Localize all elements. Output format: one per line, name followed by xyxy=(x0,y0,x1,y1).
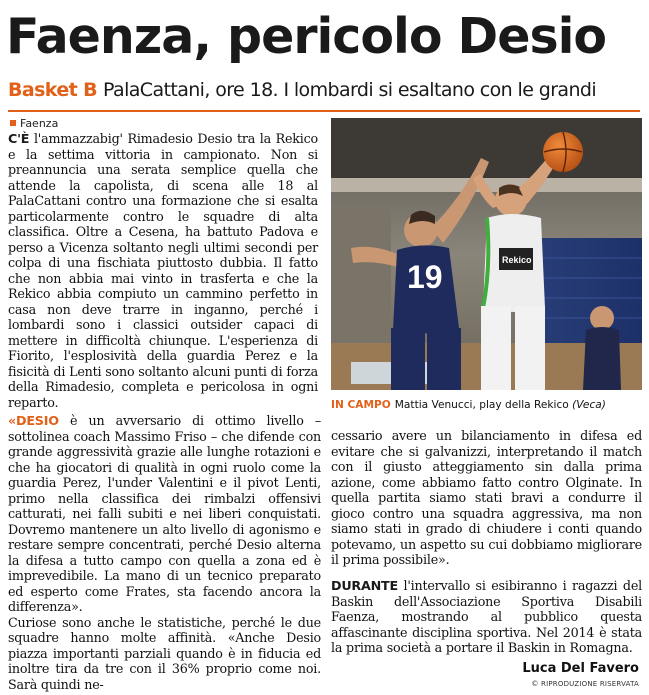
paragraph-2-lead: «DESIO xyxy=(8,413,59,428)
photo-credit: (Veca) xyxy=(572,399,606,411)
photo-caption xyxy=(331,396,642,414)
paragraph-5-lead: DURANTE xyxy=(331,578,398,593)
paragraph-2-body: è un avversario di ottimo livello – sottolinea coach Massimo Friso – che difende con grande aggressività grazie alle lunghe rotazioni e che ha giocatori di qualità in ogni ruolo come la guardia Perez, l'under Valentini e il pivot Lenti, primo nella classifica dei rimbalzi offensivi catturati, nei falli subiti e nei liberi conquistati. Dovremo mantenere un alto livello di agonismo e restare sempre concentrati, perché Desio alterna la difesa a tutto campo con quella a zona ed è imprevedibile. La mano di un tecnico preparato ed esperto come Frates, sta facendo ancora la differenza». xyxy=(8,413,321,614)
headline: Faenza, pericolo Desio xyxy=(6,8,607,65)
paragraph-1-lead: C'È xyxy=(8,131,30,146)
basketball-icon xyxy=(543,132,583,172)
paragraph-4: cessario avere un bilanciamento in difesa ed evitare che si galvanizzi, interpretando il match con il giusto atteggiamento sin dalla prima azione, come abbiamo fatto contro Olginate. In quella partita siamo stati bravi a condurre il gioco contro una squadra aggressiva, ma non siamo stati in grado di chiudere i conti quando potevamo, un aspetto su cui dobbiamo migliorare il prima possibile». xyxy=(331,428,642,567)
author-byline: Luca Del Favero xyxy=(522,661,639,676)
accent-rule xyxy=(8,110,640,112)
paragraph-2 xyxy=(8,413,321,615)
paragraph-5 xyxy=(331,578,642,656)
jersey-sponsor: Rekico xyxy=(502,255,532,265)
basketball-photo xyxy=(331,118,642,390)
dateline-text: Faenza xyxy=(20,117,59,130)
jersey-number: 19 xyxy=(407,259,443,295)
square-bullet-icon xyxy=(10,120,16,126)
copyright-notice: © RIPRODUZIONE RISERVATA xyxy=(531,680,639,688)
paragraph-1-body: l'ammazzabig' Rimadesio Desio tra la Rekico e la settima vittoria in campionato. Non si preannuncia una serata semplice quella che attende la capolista, di scena alle 18 al PalaCattani contro una formazione che si esalta particolarmente contro le squadre di alta classifica. Oltre a Cesena, ha battuto Padova e perso a Vicenza soltanto negli ultimi secondi per colpa di una fischiata piuttosto dubbia. Il fatto che non abbia mai vinto in trasferta e che la Rekico abbia compiuto un cammino perfetto in casa non deve trarre in inganno, perché i lombardi sono i classici outsider capaci di mettere in difficoltà chiunque. L'esperienza di Fiorito, l'esplosività della guardia Perez e la fisicità di Lenti sono soltanto alcuni punti di forza della Rimadesio, completa e pericolosa in ogni reparto. xyxy=(8,131,318,410)
paragraph-5-body: l'intervallo si esibiranno i ragazzi del Baskin dell'Associazione Sportiva Disabili Faenza, mostrando al pubblico questa affascinante disciplina sportiva. Nel 2014 è stata la prima società a portare il Baskin in Romagna. xyxy=(331,578,642,655)
column-left xyxy=(8,413,321,692)
dateline xyxy=(10,117,58,131)
subheadline xyxy=(8,76,643,104)
section-kicker: Basket B xyxy=(8,79,98,101)
game-photo xyxy=(331,118,642,390)
caption-label: IN CAMPO xyxy=(331,399,391,411)
paragraph-3: Curiose sono anche le statistiche, perché le due squadre hanno molte affinità. «Anche Desio piazza importanti parziali quando è in fiducia ed inoltre tira da tre con il 36% proprio come noi. Sarà quindi ne- xyxy=(8,614,321,692)
caption-text: Mattia Venucci, play della Rekico xyxy=(394,399,569,411)
deck: PalaCattani, ore 18. I lombardi si esaltano con le grandi xyxy=(103,79,597,101)
paragraph-1 xyxy=(8,131,318,410)
